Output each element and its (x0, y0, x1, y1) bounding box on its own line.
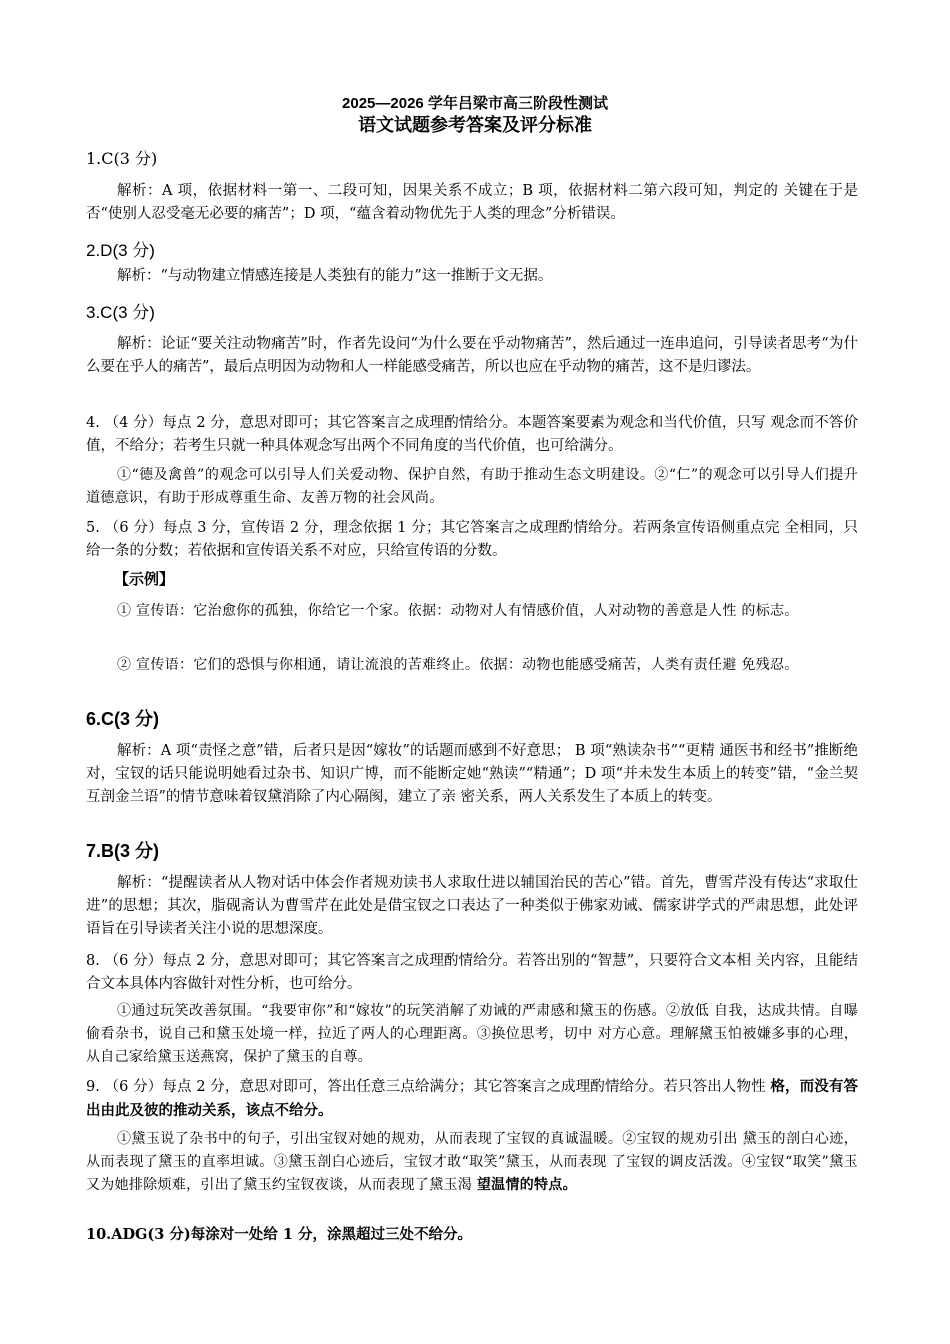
question-3-answer: 3.C(3 分) (86, 303, 155, 322)
document-title: 2025—2026 学年吕梁市高三阶段性测试 (342, 95, 608, 112)
question-8-reference-answer: ①通过玩笑改善氛围。“我要审你”和“嫁妆”的玩笑消解了劝诫的严肃感和黛玉的伤感。②放低 自我，达成共情。自曝偷看杂书，说自己和黛玉处境一样，拉近了两人的心理距离。③换位思考，切中 对方心意。理解黛玉怕被嫌多事的心理，从自己家给黛玉送燕窝，保护了黛玉的自尊。 (86, 1003, 858, 1065)
question-9-reference-answer (86, 1128, 858, 1197)
question-1-answer: 1.C(3 分) (86, 149, 158, 168)
question-2-analysis: 解析：“与动物建立情感连接是人类独有的能力”这一推断于文无据。 (117, 268, 553, 284)
question-9-scoring-rule (86, 1075, 858, 1123)
question-2-answer: 2.D(3 分) (86, 241, 155, 260)
question-9-answer-emphasis: 望温情的特点。 (476, 1177, 577, 1193)
question-3-analysis: 解析：论证“要关注动物痛苦”时，作者先设问“为什么要在乎动物痛苦”，然后通过一连串追问，引导读者思考“为什么要在乎人的痛苦”，最后点明因为动物和人一样能感受痛苦，所以也应在乎动物的痛苦，这不是归谬法。 (86, 336, 858, 375)
question-4-reference-answer: ①“德及禽兽”的观念可以引导人们关爱动物、保护自然，有助于推动生态文明建设。②“仁”的观念可以引导人们提升道德意识，有助于形成尊重生命、友善万物的社会风尚。 (86, 467, 858, 506)
question-7-analysis: 解析：“提醒读者从人物对话中体会作者规劝读书人求取仕进以辅国治民的苦心”错。首先，曹雪芹没有传达“求取仕进”的思想；其次，脂砚斋认为曹雪芹在此处是借宝钗之口表达了一种类似于佛家劝诫、儒家讲学式的严肃思想，此处评语旨在引导读者关注小说的思想深度。 (86, 875, 858, 937)
question-5-example-1: ① 宣传语：它治愈你的孤独，你给它一个家。依据：动物对人有情感价值，人对动物的善意是人性 的标志。 (117, 603, 799, 619)
question-4-scoring-rule: 4. （4 分）每点 2 分，意思对即可；其它答案言之成理酌情给分。本题答案要素为观念和当代价值，只写 观念而不答价值，不给分；若考生只就一种具体观念写出两个不同角度的当代价值，也可给满分。 (86, 415, 858, 454)
question-9-rule-emphasis: 格，而没有答出由此及彼的推动关系，该点不给分。 (86, 1078, 859, 1119)
question-8-scoring-rule: 8. （6 分）每点 2 分，意思对即可；其它答案言之成理酌情给分。若答出别的“智慧”，只要符合文本相 关内容，且能结合文本具体内容做针对性分析，也可给分。 (86, 953, 858, 992)
question-10-answer: 10.ADG(3 分)每涂对一处给 1 分，涂黑超过三处不给分。 (86, 1226, 472, 1243)
question-5-example-2: ② 宣传语：它们的恐惧与你相通，请让流浪的苦难终止。依据：动物也能感受痛苦，人类有责任避 免残忍。 (117, 657, 799, 673)
question-6-answer: 6.C(3 分) (86, 709, 160, 729)
document-subtitle: 语文试题参考答案及评分标准 (358, 115, 592, 136)
question-7-answer: 7.B(3 分) (86, 841, 160, 861)
question-5-scoring-rule: 5. （6 分）每点 3 分，宣传语 2 分，理念依据 1 分；其它答案言之成理酌情给分。若两条宣传语侧重点完 全相同，只给一条的分数；若依据和宣传语关系不对应，只给宣传语的分数。 (86, 520, 858, 559)
question-9-rule-text: 9. （6 分）每点 2 分，意思对即可，答出任意三点给满分；其它答案言之成理酌情给分。若只答出人物性 (86, 1079, 771, 1095)
question-6-analysis: 解析：A 项“责怪之意”错，后者只是因“嫁妆”的话题而感到不好意思； B 项“熟读杂书”“更精 通医书和经书”推断绝对，宝钗的话只能说明她看过杂书、知识广博，而不能断定她“熟读”“精通”；D 项“并未发生本质上的转变”错，“金兰契互剖金兰语”的情节意味着钗黛消除了内心隔阂，建立了亲 密关系，两人关系发生了本质上的转变。 (86, 743, 858, 805)
question-9-answer-text: ①黛玉说了杂书中的句子，引出宝钗对她的规劝，从而表现了宝钗的真诚温暖。②宝钗的规劝引出 黛玉的剖白心迹，从而表现了黛玉的直率坦诚。③黛玉剖白心迹后，宝钗才敢“取笑”黛玉，从而表现 了宝钗的调皮活泼。④宝钗“取笑”黛玉又为她排除烦难，引出了黛玉约宝钗夜谈，从而表现了黛玉渴 (86, 1131, 858, 1193)
question-1-analysis: 解析：A 项，依据材料一第一、二段可知，因果关系不成立；B 项，依据材料二第六段可知，判定的 关键在于是否“使别人忍受毫无必要的痛苦”；D 项，“蕴含着动物优先于人类的理念”分析错误。 (86, 183, 858, 222)
example-label: 【示例】 (114, 570, 175, 588)
